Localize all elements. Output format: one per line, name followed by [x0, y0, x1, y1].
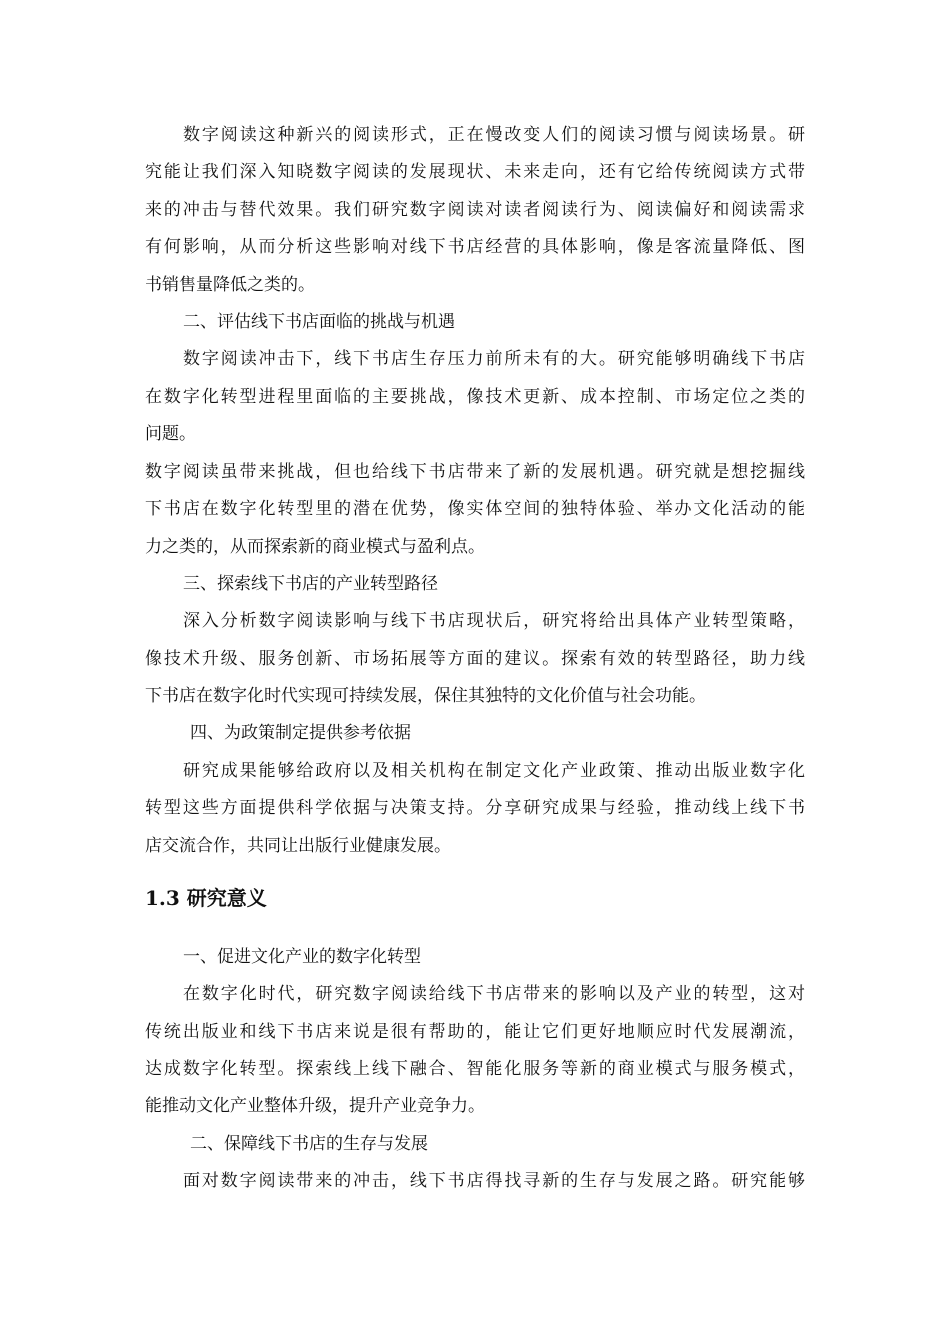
section-heading: 1.3 研究意义 — [145, 886, 267, 910]
paragraph-line: 数字阅读冲击下，线下书店生存压力前所未有的大。研究能够明确线下书店 — [183, 349, 805, 369]
paragraph-line: 能推动文化产业整体升级，提升产业竞争力。 — [145, 1096, 485, 1116]
section-subheading: 一、促进文化产业的数字化转型 — [183, 947, 421, 967]
paragraph-line: 在数字化转型进程里面临的主要挑战，像技术更新、成本控制、市场定位之类的 — [145, 387, 805, 407]
section-subheading: 三、探索线下书店的产业转型路径 — [183, 574, 438, 594]
paragraph-line: 在数字化时代，研究数字阅读给线下书店带来的影响以及产业的转型，这对 — [183, 984, 805, 1004]
paragraph-line: 下书店在数字化转型里的潜在优势，像实体空间的独特体验、举办文化活动的能 — [145, 499, 805, 519]
paragraph-line: 书销售量降低之类的。 — [145, 275, 315, 295]
section-subheading: 二、保障线下书店的生存与发展 — [190, 1134, 428, 1154]
paragraph-line: 数字阅读这种新兴的阅读形式，正在慢改变人们的阅读习惯与阅读场景。研 — [183, 125, 805, 145]
paragraph-line: 店交流合作，共同让出版行业健康发展。 — [145, 836, 451, 856]
paragraph-line: 下书店在数字化时代实现可持续发展，保住其独特的文化价值与社会功能。 — [145, 686, 706, 706]
paragraph-line: 研究成果能够给政府以及相关机构在制定文化产业政策、推动出版业数字化 — [183, 761, 805, 781]
section-subheading: 二、评估线下书店面临的挑战与机遇 — [183, 312, 455, 332]
paragraph-line: 传统出版业和线下书店来说是很有帮助的，能让它们更好地顺应时代发展潮流， — [145, 1022, 805, 1042]
paragraph-line: 达成数字化转型。探索线上线下融合、智能化服务等新的商业模式与服务模式， — [145, 1059, 805, 1079]
paragraph-line: 数字阅读虽带来挑战，但也给线下书店带来了新的发展机遇。研究就是想挖掘线 — [145, 462, 805, 482]
paragraph-line: 面对数字阅读带来的冲击，线下书店得找寻新的生存与发展之路。研究能够 — [183, 1171, 805, 1191]
paragraph-line: 有何影响，从而分析这些影响对线下书店经营的具体影响，像是客流量降低、图 — [145, 237, 805, 257]
paragraph-line: 像技术升级、服务创新、市场拓展等方面的建议。探索有效的转型路径，助力线 — [145, 649, 805, 669]
paragraph-line: 力之类的，从而探索新的商业模式与盈利点。 — [145, 537, 485, 557]
paragraph-line: 深入分析数字阅读影响与线下书店现状后，研究将给出具体产业转型策略， — [183, 611, 805, 631]
section-subheading: 四、为政策制定提供参考依据 — [190, 723, 411, 743]
paragraph-line: 究能让我们深入知晓数字阅读的发展现状、未来走向，还有它给传统阅读方式带 — [145, 162, 805, 182]
paragraph-line: 转型这些方面提供科学依据与决策支持。分享研究成果与经验，推动线上线下书 — [145, 798, 805, 818]
paragraph-line: 来的冲击与替代效果。我们研究数字阅读对读者阅读行为、阅读偏好和阅读需求 — [145, 200, 805, 220]
paragraph-line: 问题。 — [145, 424, 196, 444]
